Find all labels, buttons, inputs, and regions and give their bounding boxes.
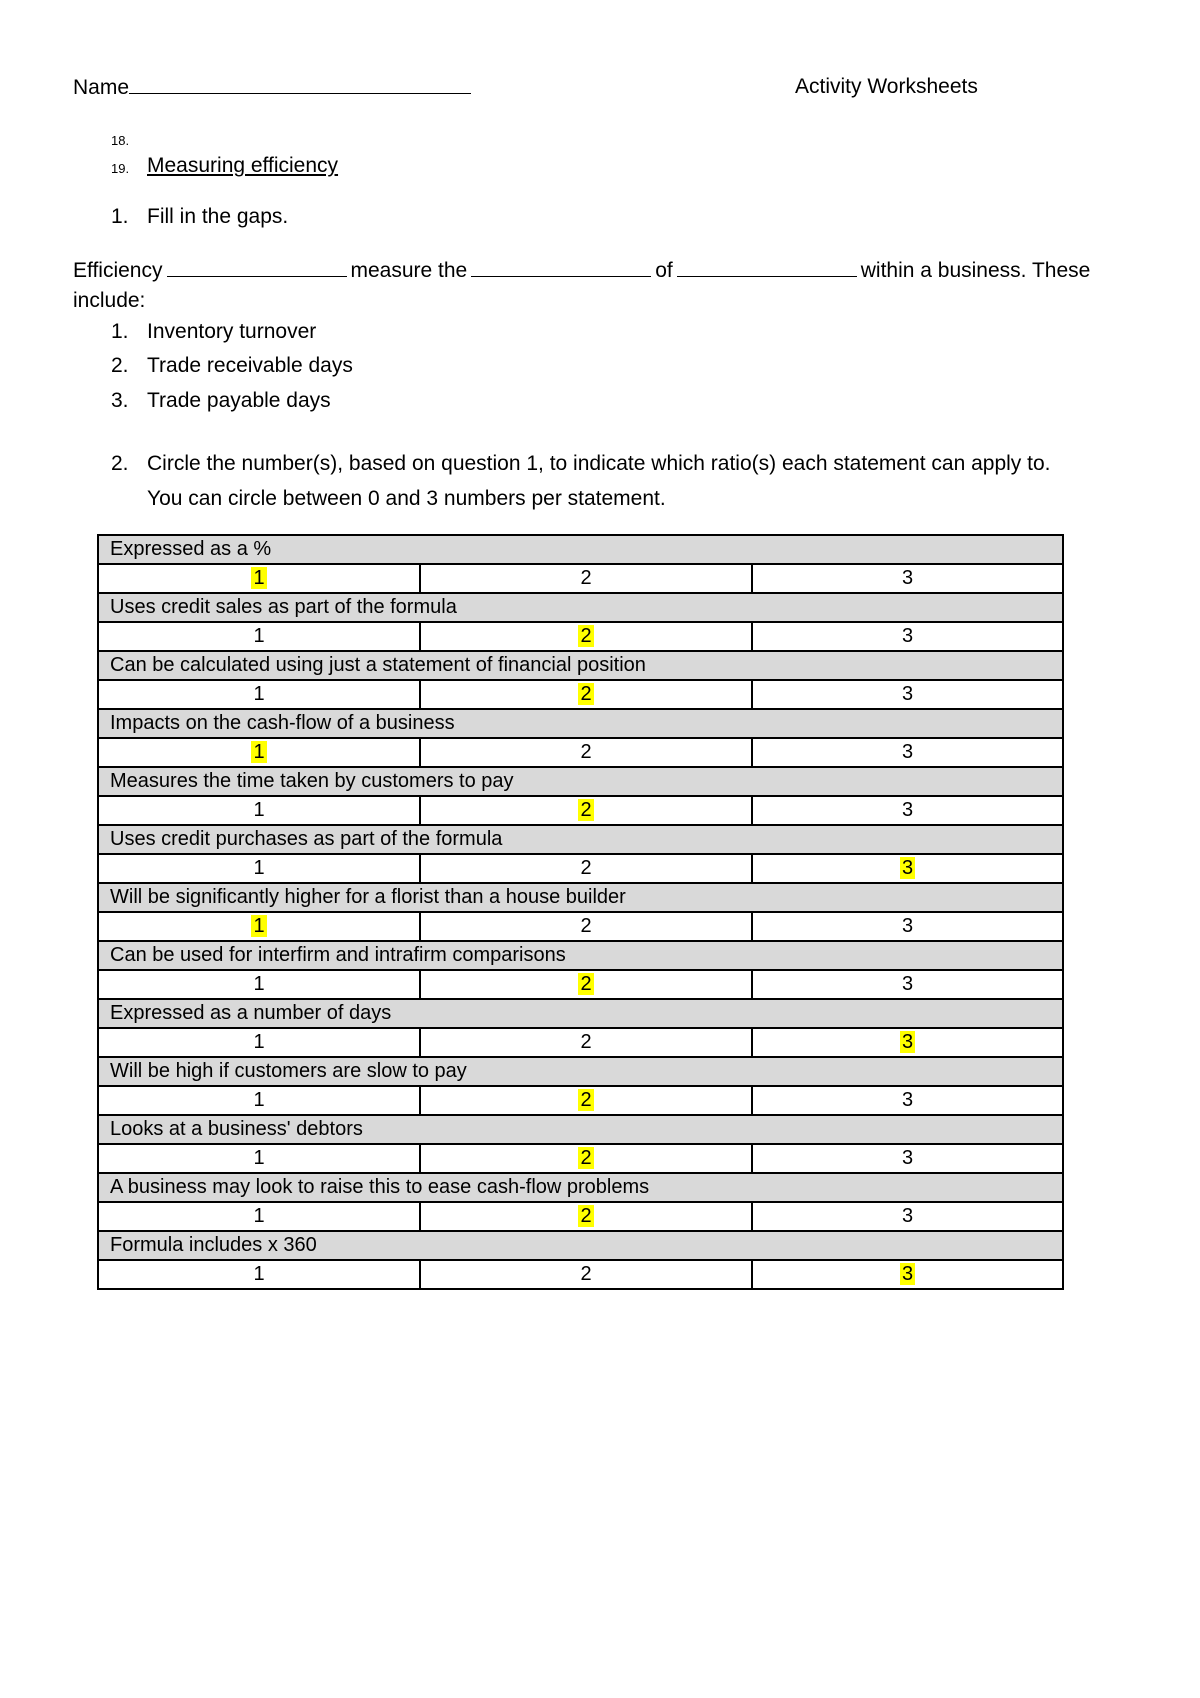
statement-row: [98, 825, 1063, 854]
option-number-highlighted[interactable]: 3: [901, 857, 914, 879]
statement-row: [98, 1173, 1063, 1202]
option-cell-1[interactable]: [98, 912, 420, 941]
option-number[interactable]: 1: [253, 857, 265, 879]
option-number[interactable]: 3: [901, 799, 914, 821]
option-number[interactable]: 3: [901, 567, 914, 589]
option-cell-2[interactable]: [420, 912, 752, 941]
option-cell-2[interactable]: [420, 1260, 752, 1289]
option-number-highlighted[interactable]: 3: [901, 1031, 914, 1053]
options-row: [98, 1028, 1063, 1057]
statement-row: [98, 593, 1063, 622]
options-row: [98, 970, 1063, 999]
option-cell-1[interactable]: [98, 1028, 420, 1057]
option-cell-3[interactable]: [752, 1202, 1063, 1231]
list-item-number: 1.: [111, 320, 129, 343]
options-row: [98, 1260, 1063, 1289]
option-cell-3[interactable]: [752, 796, 1063, 825]
option-number[interactable]: 3: [901, 1205, 914, 1227]
statements-table: [97, 534, 1064, 1290]
statement-text: Will be high if customers are slow to pay: [98, 1057, 1063, 1086]
option-cell-2[interactable]: [420, 854, 752, 883]
para-end: within a business. These: [860, 259, 1091, 282]
option-cell-1[interactable]: [98, 738, 420, 767]
worksheet-title: Activity Worksheets: [795, 75, 978, 98]
options-row: [98, 1086, 1063, 1115]
option-number-highlighted[interactable]: 3: [901, 1263, 914, 1285]
option-cell-2[interactable]: [420, 1144, 752, 1173]
option-cell-1[interactable]: [98, 796, 420, 825]
option-number[interactable]: 3: [901, 1089, 914, 1111]
option-number[interactable]: 2: [580, 915, 592, 937]
statement-row: [98, 709, 1063, 738]
option-cell-2[interactable]: [420, 970, 752, 999]
option-number[interactable]: 3: [901, 973, 914, 995]
option-cell-3[interactable]: [752, 1260, 1063, 1289]
options-row: [98, 854, 1063, 883]
option-number[interactable]: 1: [253, 1205, 265, 1227]
list-item-number: 2.: [111, 354, 129, 377]
option-number[interactable]: 3: [901, 625, 914, 647]
options-row: [98, 738, 1063, 767]
option-number-highlighted[interactable]: 1: [253, 915, 265, 937]
statement-text: Can be calculated using just a statement of financial position: [98, 651, 1063, 680]
option-number[interactable]: 3: [901, 915, 914, 937]
statement-text: Will be significantly higher for a florist than a house builder: [98, 883, 1063, 912]
option-cell-1[interactable]: [98, 680, 420, 709]
option-number-highlighted[interactable]: 2: [580, 1147, 592, 1169]
option-cell-3[interactable]: [752, 680, 1063, 709]
option-number-highlighted[interactable]: 2: [580, 683, 592, 705]
option-number-highlighted[interactable]: 2: [580, 1089, 592, 1111]
option-number-highlighted[interactable]: 2: [580, 625, 592, 647]
option-number[interactable]: 2: [580, 1031, 592, 1053]
option-number[interactable]: 3: [901, 683, 914, 705]
question-2-line-2: You can circle between 0 and 3 numbers per statement.: [147, 487, 666, 510]
option-cell-2[interactable]: [420, 796, 752, 825]
option-number-highlighted[interactable]: 2: [580, 799, 592, 821]
para-mid-2: of: [655, 259, 673, 282]
statement-row: [98, 651, 1063, 680]
statement-row: [98, 883, 1063, 912]
question-1-number: 1.: [111, 205, 129, 228]
statement-text: A business may look to raise this to ease cash-flow problems: [98, 1173, 1063, 1202]
section-number-19: 19.: [111, 161, 130, 176]
statement-text: Formula includes x 360: [98, 1231, 1063, 1260]
list-item: Inventory turnover: [147, 320, 317, 343]
option-number-highlighted[interactable]: 2: [580, 1205, 592, 1227]
option-cell-3[interactable]: [752, 854, 1063, 883]
statement-row: [98, 999, 1063, 1028]
statement-row: [98, 941, 1063, 970]
name-line[interactable]: [129, 75, 471, 94]
question-2-line-1: Circle the number(s), based on question 1, to indicate which ratio(s) each statement can apply to.: [147, 452, 1051, 475]
options-row: [98, 680, 1063, 709]
option-number[interactable]: 1: [253, 1031, 265, 1053]
option-cell-1[interactable]: [98, 1202, 420, 1231]
option-number[interactable]: 2: [580, 567, 592, 589]
option-cell-2[interactable]: [420, 564, 752, 593]
statement-row: [98, 1115, 1063, 1144]
statement-row: [98, 1231, 1063, 1260]
option-cell-2[interactable]: [420, 680, 752, 709]
option-number[interactable]: 1: [253, 683, 265, 705]
name-field[interactable]: [73, 75, 471, 100]
para-line-2: include:: [73, 289, 146, 312]
option-cell-3[interactable]: [752, 1144, 1063, 1173]
option-cell-2[interactable]: [420, 738, 752, 767]
option-cell-1[interactable]: [98, 1086, 420, 1115]
option-cell-1[interactable]: [98, 622, 420, 651]
option-number[interactable]: 1: [253, 1089, 265, 1111]
section-heading: Measuring efficiency: [147, 154, 339, 177]
fill-gaps-paragraph: [73, 256, 1090, 286]
option-cell-1[interactable]: [98, 1144, 420, 1173]
list-item: Trade receivable days: [147, 354, 353, 377]
option-number-highlighted[interactable]: 1: [253, 567, 265, 589]
statement-text: Measures the time taken by customers to pay: [98, 767, 1063, 796]
name-label: Name: [73, 76, 130, 99]
option-number[interactable]: 1: [253, 625, 265, 647]
statement-text: Uses credit purchases as part of the formula: [98, 825, 1063, 854]
options-row: [98, 622, 1063, 651]
gap-3[interactable]: [677, 260, 857, 277]
option-cell-1[interactable]: [98, 564, 420, 593]
statement-row: [98, 535, 1063, 564]
options-row: [98, 1202, 1063, 1231]
question-1-text: Fill in the gaps.: [147, 205, 289, 228]
option-number[interactable]: 1: [253, 1147, 265, 1169]
list-item: Trade payable days: [147, 389, 331, 412]
option-cell-1[interactable]: [98, 1260, 420, 1289]
options-row: [98, 1144, 1063, 1173]
para-mid-1: measure the: [350, 259, 468, 282]
option-cell-2[interactable]: [420, 622, 752, 651]
statement-row: [98, 767, 1063, 796]
statement-text: Expressed as a number of days: [98, 999, 1063, 1028]
option-cell-3[interactable]: [752, 564, 1063, 593]
option-number[interactable]: 2: [580, 857, 592, 879]
options-row: [98, 564, 1063, 593]
option-number[interactable]: 3: [901, 741, 914, 763]
option-number[interactable]: 1: [253, 799, 265, 821]
list-item-number: 3.: [111, 389, 129, 412]
question-2-number: 2.: [111, 452, 129, 475]
statement-text: Can be used for interfirm and intrafirm comparisons: [98, 941, 1063, 970]
option-cell-3[interactable]: [752, 1028, 1063, 1057]
statement-text: Expressed as a %: [98, 535, 1063, 564]
statement-row: [98, 1057, 1063, 1086]
option-number[interactable]: 2: [580, 1263, 592, 1285]
option-number[interactable]: 1: [253, 1263, 265, 1285]
statement-text: Looks at a business' debtors: [98, 1115, 1063, 1144]
para-start: Efficiency: [73, 259, 163, 282]
option-cell-3[interactable]: [752, 970, 1063, 999]
option-cell-2[interactable]: [420, 1086, 752, 1115]
options-row: [98, 912, 1063, 941]
option-cell-3[interactable]: [752, 738, 1063, 767]
gap-2[interactable]: [471, 260, 651, 277]
option-cell-2[interactable]: [420, 1028, 752, 1057]
option-number[interactable]: 1: [253, 973, 265, 995]
section-number-18: 18.: [111, 133, 130, 148]
statement-text: Uses credit sales as part of the formula: [98, 593, 1063, 622]
option-number[interactable]: 3: [901, 1147, 914, 1169]
gap-1[interactable]: [167, 260, 347, 277]
option-cell-3[interactable]: [752, 1086, 1063, 1115]
option-number-highlighted[interactable]: 2: [580, 973, 592, 995]
option-number[interactable]: 2: [580, 741, 592, 763]
option-cell-3[interactable]: [752, 622, 1063, 651]
option-cell-2[interactable]: [420, 1202, 752, 1231]
option-number-highlighted[interactable]: 1: [253, 741, 265, 763]
option-cell-3[interactable]: [752, 912, 1063, 941]
statement-text: Impacts on the cash-flow of a business: [98, 709, 1063, 738]
option-cell-1[interactable]: [98, 970, 420, 999]
options-row: [98, 796, 1063, 825]
option-cell-1[interactable]: [98, 854, 420, 883]
